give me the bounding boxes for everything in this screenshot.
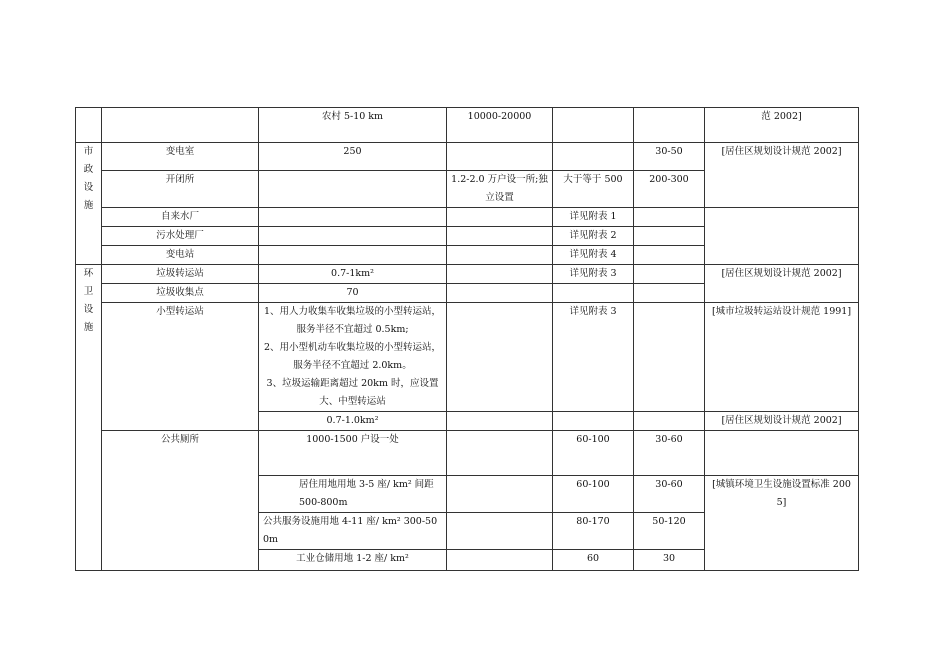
table-cell: 50-120 <box>634 513 705 550</box>
table-cell: 0.7-1km² <box>259 265 447 284</box>
table-cell: 详见附表 4 <box>553 246 634 265</box>
category-sanitation: 环 卫 设 施 <box>76 265 102 571</box>
table-cell: 1000-1500 户设一处 <box>259 431 447 476</box>
table-cell: 详见附表 3 <box>553 303 634 412</box>
category-municipal: 市 政 设 施 <box>76 143 102 265</box>
table-cell: 200-300 <box>634 171 705 208</box>
table-cell: 250 <box>259 143 447 171</box>
table-row <box>76 431 859 476</box>
source-cell: [城镇环境卫生设施设置标准 2005] <box>705 476 859 571</box>
table-cell: 60 <box>553 550 634 571</box>
table-cell: 大于等于 500 <box>553 171 634 208</box>
table-cell: 0.7-1.0km² <box>259 412 447 431</box>
facility-name: 垃圾收集点 <box>102 284 259 303</box>
table-cell: 30-60 <box>634 431 705 476</box>
table-cell: 详见附表 1 <box>553 208 634 227</box>
facility-name: 自来水厂 <box>102 208 259 227</box>
table-row <box>76 108 859 143</box>
facility-name: 公共厕所 <box>102 431 259 571</box>
table-cell: 农村 5-10 km <box>259 108 447 143</box>
source-cell: [居住区规划设计规范 2002] <box>705 143 859 208</box>
table-cell: 30-50 <box>634 143 705 171</box>
table-cell: 公共服务设施用地 4-11 座/ km² 300-500m <box>259 513 447 550</box>
source-cell: [居住区规划设计规范 2002] <box>705 265 859 303</box>
facility-name: 变电站 <box>102 246 259 265</box>
facility-name: 小型转运站 <box>102 303 259 431</box>
table-cell: 10000-20000 <box>447 108 553 143</box>
table-cell: 60-100 <box>553 431 634 476</box>
table-cell: 30 <box>634 550 705 571</box>
table-row <box>76 265 859 284</box>
source-cell: [居住区规划设计规范 2002] <box>705 412 859 431</box>
table-cell: 详见附表 3 <box>553 265 634 284</box>
table-cell: 居住用地用地 3-5 座/ km² 间距 500-800m <box>259 476 447 513</box>
table-cell: 1、用人力收集车收集垃圾的小型转运站，服务半径不宜超过 0.5km; 2、用小型机动车收集垃圾的小型转运站，服务半径不宜超过 2.0km。 3、垃圾运输距离超过 20km 时，应设置大、中型转运站 <box>259 303 447 412</box>
table-cell: 60-100 <box>553 476 634 513</box>
facility-table <box>75 107 859 571</box>
facility-name: 垃圾转运站 <box>102 265 259 284</box>
table-row <box>76 208 859 227</box>
source-cell: [城市垃圾转运站设计规范 1991] <box>705 303 859 412</box>
table-cell: 80-170 <box>553 513 634 550</box>
table-row <box>76 303 859 412</box>
table-cell: 详见附表 2 <box>553 227 634 246</box>
facility-name: 污水处理厂 <box>102 227 259 246</box>
facility-name: 开闭所 <box>102 171 259 208</box>
table-cell: 1.2-2.0 万户设一所;独立设置 <box>447 171 553 208</box>
table-cell: 70 <box>259 284 447 303</box>
table-row <box>76 143 859 171</box>
facility-name: 变电室 <box>102 143 259 171</box>
table-cell: 30-60 <box>634 476 705 513</box>
table-cell: 范 2002] <box>705 108 859 143</box>
table-cell: 工业仓储用地 1-2 座/ km² <box>259 550 447 571</box>
